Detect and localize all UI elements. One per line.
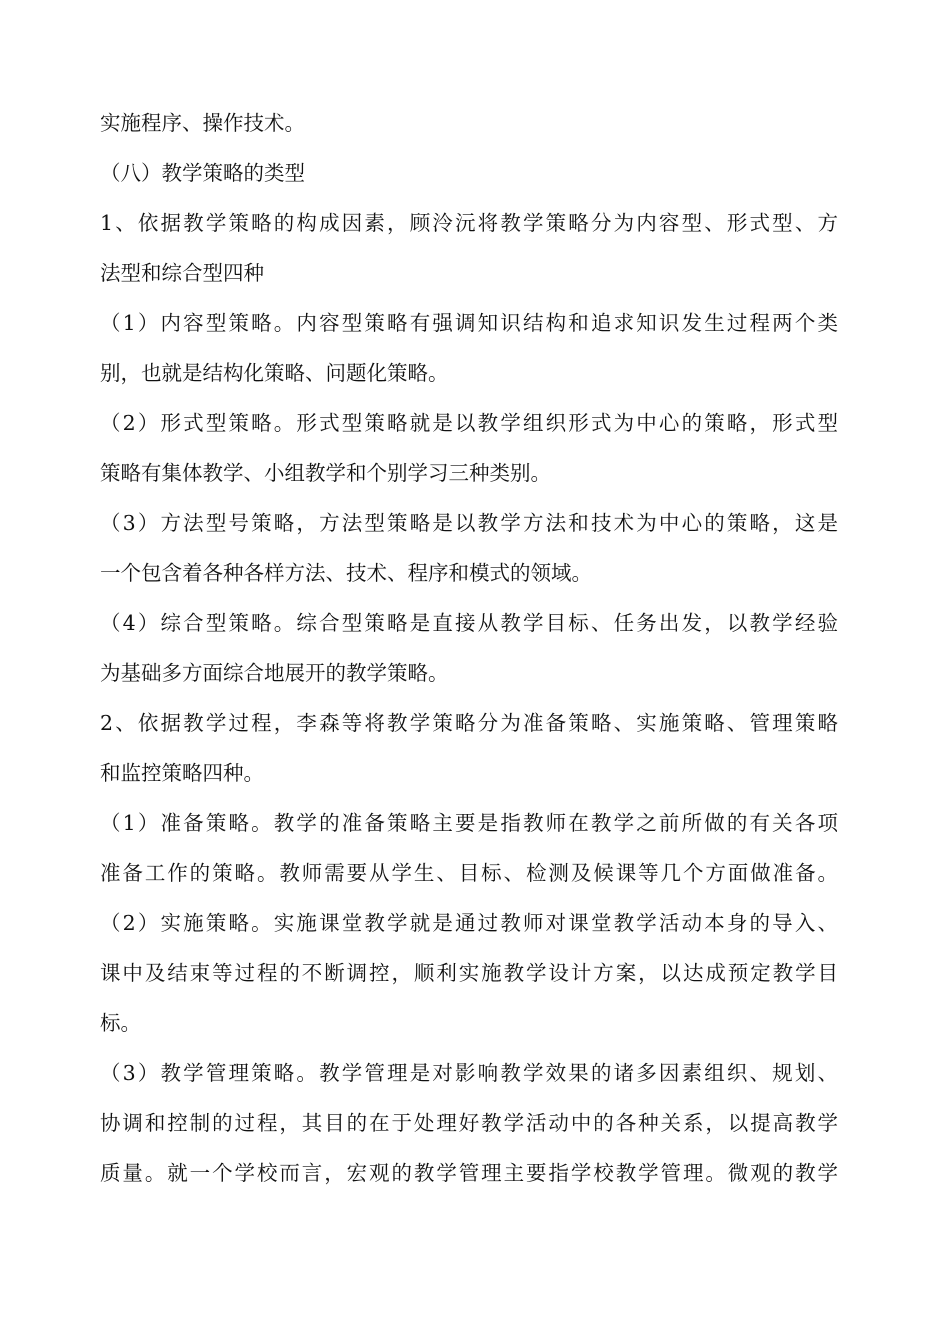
text-line: 质量。就一个学校而言，宏观的教学管理主要指学校教学管理。微观的教学 (100, 1161, 838, 1185)
text-line: （1）准备策略。教学的准备策略主要是指教师在教学之前所做的有关各项 (100, 811, 838, 835)
text-line: （2）形式型策略。形式型策略就是以教学组织形式为中心的策略，形式型 (100, 411, 838, 435)
text-line: 2、依据教学过程，李森等将教学策略分为准备策略、实施策略、管理策略 (100, 711, 838, 735)
text-line: （1）内容型策略。内容型策略有强调知识结构和追求知识发生过程两个类 (100, 311, 838, 335)
text-line: 和监控策略四种。 (100, 761, 264, 785)
text-line: 法型和综合型四种 (100, 261, 264, 285)
text-line: 标。 (100, 1011, 141, 1035)
text-line: 策略有集体教学、小组教学和个别学习三种类别。 (100, 461, 551, 485)
section-heading: （八）教学策略的类型 (100, 161, 305, 185)
text-line: 实施程序、操作技术。 (100, 111, 305, 135)
text-line: 协调和控制的过程，其目的在于处理好教学活动中的各种关系，以提高教学 (100, 1111, 838, 1135)
text-line: 1、依据教学策略的构成因素，顾泠沅将教学策略分为内容型、形式型、方 (100, 211, 838, 235)
text-line: 一个包含着各种各样方法、技术、程序和模式的领域。 (100, 561, 592, 585)
text-line: 别，也就是结构化策略、问题化策略。 (100, 361, 449, 385)
text-line: 为基础多方面综合地展开的教学策略。 (100, 661, 449, 685)
text-line: （3）教学管理策略。教学管理是对影响教学效果的诸多因素组织、规划、 (100, 1061, 838, 1085)
text-line: 课中及结束等过程的不断调控，顺利实施教学设计方案，以达成预定教学目 (100, 961, 838, 985)
text-line: 准备工作的策略。教师需要从学生、目标、检测及候课等几个方面做准备。 (100, 861, 838, 885)
text-line: （3）方法型号策略，方法型策略是以教学方法和技术为中心的策略，这是 (100, 511, 838, 535)
document-page (100, 98, 838, 1198)
text-line: （4）综合型策略。综合型策略是直接从教学目标、任务出发，以教学经验 (100, 611, 838, 635)
text-line: （2）实施策略。实施课堂教学就是通过教师对课堂教学活动本身的导入、 (100, 911, 838, 935)
